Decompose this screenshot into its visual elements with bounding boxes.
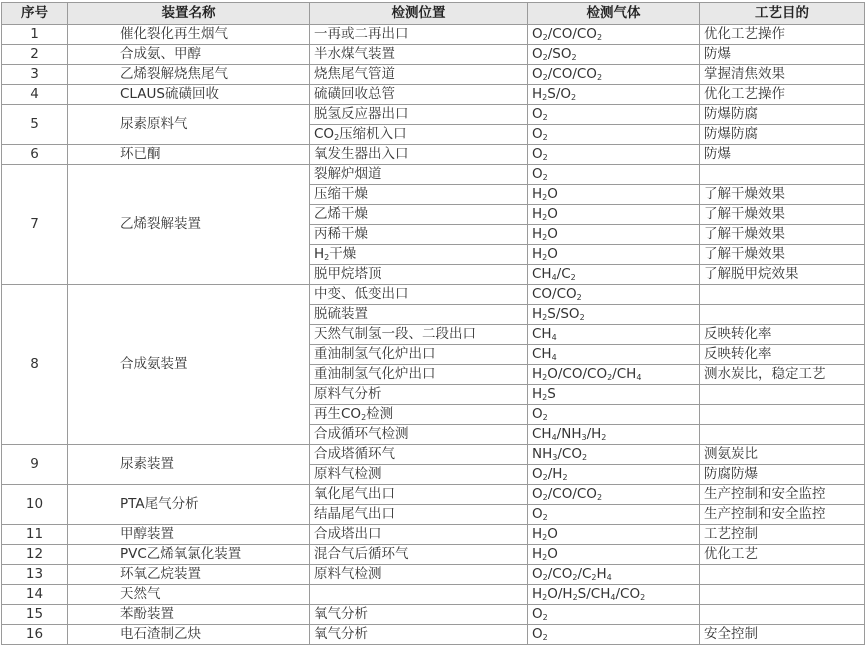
purpose-cell: 防爆 [700,145,865,165]
gas-cell: $H_2O/H_2S/CH_4/CO_2$ [528,585,700,605]
row-number: 8 [2,285,68,445]
location-cell: 天然气制氢一段、二段出口 [310,325,528,345]
row-number: 7 [2,165,68,285]
header-purpose: 工艺目的 [700,3,865,25]
purpose-cell [700,605,865,625]
unit-name: PTA尾气分析 [68,485,310,525]
gas-cell: $O_2/CO/CO_2$ [528,25,700,45]
purpose-cell: 优化工艺 [700,545,865,565]
row-number: 14 [2,585,68,605]
gas-cell: $O_2/H_2$ [528,465,700,485]
unit-name: 苯酚装置 [68,605,310,625]
gas-cell: $H_2S/O_2$ [528,85,700,105]
location-cell: 烧焦尾气管道 [310,65,528,85]
gas-cell: $O_2/CO/CO_2$ [528,65,700,85]
purpose-cell: 了解干燥效果 [700,225,865,245]
row-number: 15 [2,605,68,625]
purpose-cell [700,285,865,305]
location-cell: 氧气分析 [310,625,528,645]
purpose-cell: 防爆防腐 [700,105,865,125]
gas-cell: $O_2$ [528,145,700,165]
gas-cell: $CH_4/NH_3/H_2$ [528,425,700,445]
gas-cell: $O_2/CO_2/C_2H_4$ [528,565,700,585]
unit-name: CLAUS硫磺回收 [68,85,310,105]
location-cell: 再生$CO_2$检测 [310,405,528,425]
header-gas: 检测气体 [528,3,700,25]
purpose-cell: 了解干燥效果 [700,245,865,265]
purpose-cell: 了解干燥效果 [700,185,865,205]
purpose-cell: 安全控制 [700,625,865,645]
location-cell: 乙烯干燥 [310,205,528,225]
location-cell: 混合气后循环气 [310,545,528,565]
unit-name: 尿素装置 [68,445,310,485]
gas-cell: $O_2$ [528,605,700,625]
unit-name: 催化裂化再生烟气 [68,25,310,45]
purpose-cell [700,565,865,585]
location-cell: 原料气分析 [310,385,528,405]
purpose-cell: 测氨炭比 [700,445,865,465]
unit-name: 环已酮 [68,145,310,165]
row-number: 9 [2,445,68,485]
location-cell: 合成塔循环气 [310,445,528,465]
header-row [2,3,865,25]
header-unit-name: 装置名称 [68,3,310,25]
gas-cell: $O_2$ [528,625,700,645]
unit-name: 乙烯裂解装置 [68,165,310,285]
location-cell: 合成循环气检测 [310,425,528,445]
row-number: 5 [2,105,68,145]
location-cell: 重油制氢气化炉出口 [310,365,528,385]
row-number: 11 [2,525,68,545]
gas-cell: $O_2/CO/CO_2$ [528,485,700,505]
location-cell: 原料气检测 [310,565,528,585]
row-number: 2 [2,45,68,65]
gas-cell: $CH_4$ [528,345,700,365]
purpose-cell: 了解干燥效果 [700,205,865,225]
gas-cell: $H_2O$ [528,525,700,545]
table-row [2,25,865,45]
gas-cell: $H_2O$ [528,245,700,265]
purpose-cell: 反映转化率 [700,325,865,345]
row-number: 12 [2,545,68,565]
row-number: 1 [2,25,68,45]
gas-cell: $O_2$ [528,505,700,525]
purpose-cell: 优化工艺操作 [700,25,865,45]
unit-name: 合成氨、甲醇 [68,45,310,65]
location-cell: 丙稀干燥 [310,225,528,245]
table-row [2,445,865,465]
location-cell: 脱硫装置 [310,305,528,325]
unit-name: 环氧乙烷装置 [68,565,310,585]
location-cell: $CO_2$压缩机入口 [310,125,528,145]
location-cell: 中变、低变出口 [310,285,528,305]
table-row [2,65,865,85]
location-cell: 压缩干燥 [310,185,528,205]
purpose-cell: 防爆防腐 [700,125,865,145]
gas-cell: $H_2S$ [528,385,700,405]
purpose-cell: 掌握清焦效果 [700,65,865,85]
header-no: 序号 [2,3,68,25]
purpose-cell [700,385,865,405]
table-body [2,25,865,645]
purpose-cell [700,585,865,605]
location-cell: 半水煤气装置 [310,45,528,65]
gas-cell: $H_2O/CO/CO_2/CH_4$ [528,365,700,385]
table-row [2,525,865,545]
location-cell: 合成塔出口 [310,525,528,545]
location-cell: 氧气分析 [310,605,528,625]
purpose-cell [700,405,865,425]
gas-cell: $H_2O$ [528,185,700,205]
unit-name: 甲醇装置 [68,525,310,545]
location-cell: 裂解炉烟道 [310,165,528,185]
table-row [2,165,865,185]
row-number: 6 [2,145,68,165]
purpose-cell: 优化工艺操作 [700,85,865,105]
row-number: 16 [2,625,68,645]
gas-cell: $H_2O$ [528,205,700,225]
row-number: 3 [2,65,68,85]
table-row [2,285,865,305]
purpose-cell: 生产控制和安全监控 [700,485,865,505]
location-cell: 原料气检测 [310,465,528,485]
table-row [2,605,865,625]
gas-cell: $H_2O$ [528,225,700,245]
table-row [2,545,865,565]
purpose-cell: 反映转化率 [700,345,865,365]
unit-name: PVC乙烯氧氯化装置 [68,545,310,565]
gas-cell: $O_2$ [528,165,700,185]
purpose-cell [700,425,865,445]
gas-cell: $H_2S/SO_2$ [528,305,700,325]
gas-cell: $H_2O$ [528,545,700,565]
unit-name: 合成氨装置 [68,285,310,445]
gas-cell: $O_2$ [528,405,700,425]
gas-cell: $CH_4$ [528,325,700,345]
table-row [2,85,865,105]
purpose-cell: 测水炭比，稳定工艺 [700,365,865,385]
purpose-cell [700,305,865,325]
row-number: 10 [2,485,68,525]
unit-name: 天然气 [68,585,310,605]
unit-name: 乙烯裂解烧焦尾气 [68,65,310,85]
gas-cell: $O_2$ [528,105,700,125]
gas-cell: $CH_4/C_2$ [528,265,700,285]
purpose-cell: 工艺控制 [700,525,865,545]
table-row [2,625,865,645]
gas-cell: $NH_3/CO_2$ [528,445,700,465]
table-row [2,145,865,165]
table-row [2,565,865,585]
location-cell: 一再或二再出口 [310,25,528,45]
location-cell: 硫磺回收总管 [310,85,528,105]
location-cell: 氧发生器出入口 [310,145,528,165]
unit-name: 电石渣制乙炔 [68,625,310,645]
location-cell: 结晶尾气出口 [310,505,528,525]
location-cell: 氧化尾气出口 [310,485,528,505]
table-row [2,105,865,125]
row-number: 13 [2,565,68,585]
purpose-cell [700,165,865,185]
purpose-cell: 防爆 [700,45,865,65]
location-cell [310,585,528,605]
table-row [2,585,865,605]
location-cell: 脱甲烷塔顶 [310,265,528,285]
gas-cell: $CO/CO_2$ [528,285,700,305]
header-location: 检测位置 [310,3,528,25]
purpose-cell: 了解脱甲烷效果 [700,265,865,285]
purpose-cell: 生产控制和安全监控 [700,505,865,525]
location-cell: 脱氢反应器出口 [310,105,528,125]
purpose-cell: 防腐防爆 [700,465,865,485]
gas-analysis-table [1,2,865,645]
location-cell: 重油制氢气化炉出口 [310,345,528,365]
table-row [2,485,865,505]
unit-name: 尿素原料气 [68,105,310,145]
gas-cell: $O_2$ [528,125,700,145]
location-cell: $H_2$干燥 [310,245,528,265]
gas-cell: $O_2/SO_2$ [528,45,700,65]
row-number: 4 [2,85,68,105]
table-row [2,45,865,65]
